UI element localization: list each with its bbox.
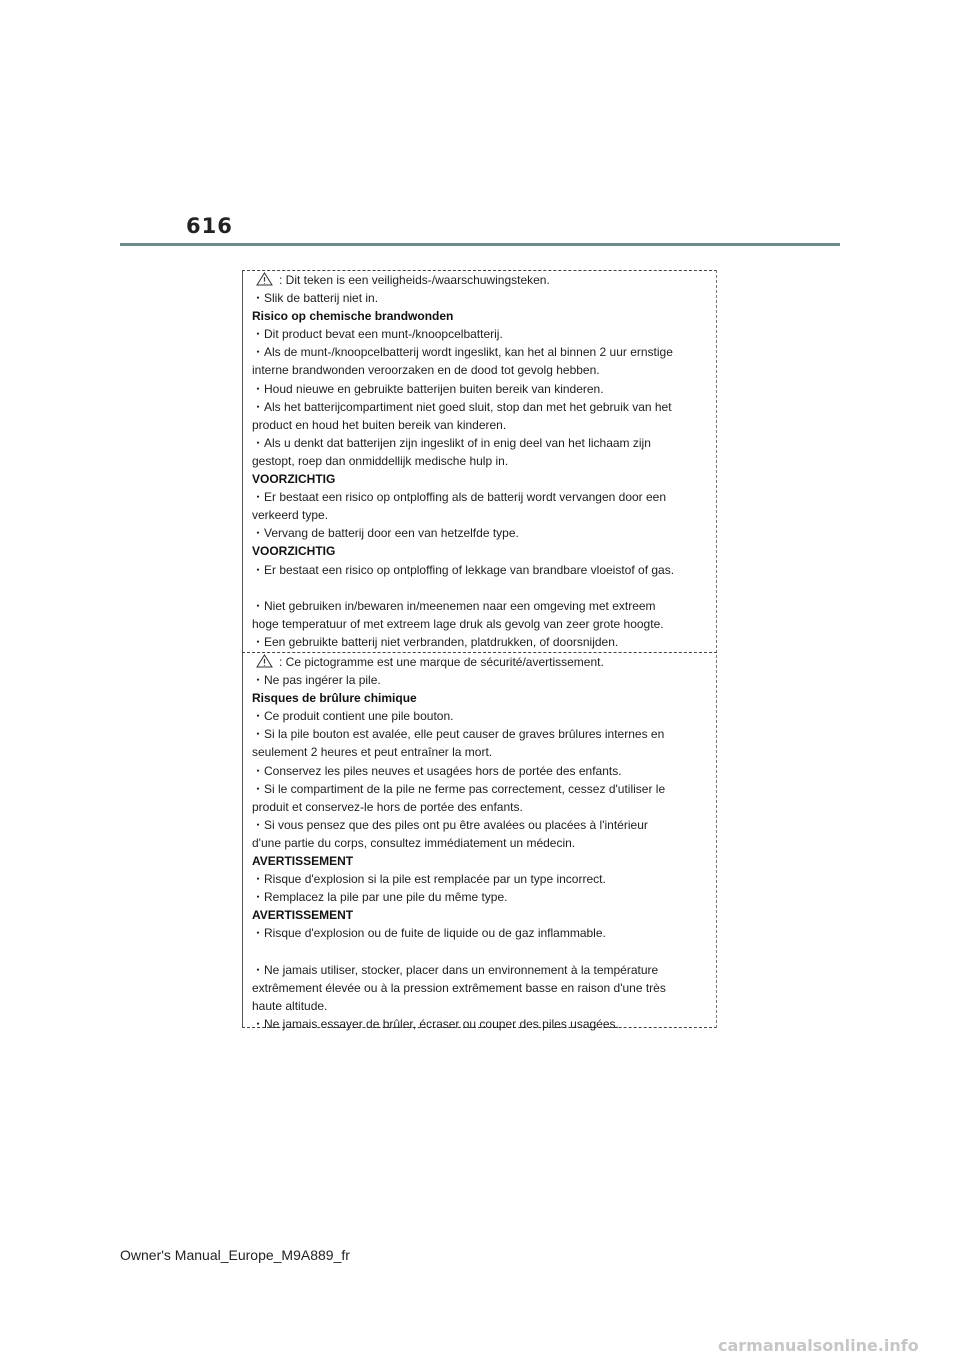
warning-text-line: ・Risque d'explosion ou de fuite de liquide ou de gaz inflammable. — [252, 926, 606, 941]
warning-triangle-icon — [256, 272, 273, 286]
warning-text-line: ・Als de munt-/knoopcelbatterij wordt ingeslikt, kan het al binnen 2 uur ernstige — [252, 345, 673, 360]
warning-text-line: ・Niet gebruiken in/bewaren in/meenemen naar een omgeving met extreem — [252, 598, 656, 613]
warning-text-line: ・Ne jamais essayer de brûler, écraser ou couper des piles usagées. — [252, 1016, 619, 1031]
site-watermark: carmanualsonline.info — [718, 1336, 919, 1355]
warning-heading: Risques de brûlure chimique — [252, 691, 417, 706]
warning-text-line: hoge temperatuur of met extreem lage druk als gevolg van zeer grote hoogte. — [252, 616, 664, 631]
warning-text-line: d'une partie du corps, consultez immédiatement un médecin. — [252, 835, 576, 850]
warning-text-line: produit et conservez-le hors de portée des enfants. — [252, 799, 523, 814]
warning-text-line: ・Si le compartiment de la pile ne ferme pas correctement, cessez d'utiliser le — [252, 781, 666, 796]
page-number: 616 — [186, 214, 233, 238]
warning-text-line: haute altitude. — [252, 998, 328, 1013]
warning-heading: VOORZICHTIG — [252, 544, 336, 559]
warning-heading: VOORZICHTIG — [252, 472, 336, 487]
warning-text-line: ・Vervang de batterij door een van hetzelfde type. — [252, 526, 519, 541]
blank-line — [242, 579, 717, 597]
warning-symbol-line — [242, 271, 717, 289]
warning-text-line: gestopt, roep dan onmiddellijk medische hulp in. — [252, 453, 509, 468]
warning-text-line: ・Een gebruikte batterij niet verbranden, platdrukken, of doorsnijden. — [252, 634, 619, 649]
warning-text-line: interne brandwonden veroorzaken en de dood tot gevolg hebben. — [252, 363, 600, 378]
warning-text-line: ・Remplacez la pile par une pile du même type. — [252, 890, 508, 905]
warning-text-line: ・Si la pile bouton est avalée, elle peut causer de graves brûlures internes en — [252, 727, 665, 742]
dutch-warning-section — [242, 271, 717, 651]
warning-symbol-text: : Dit teken is een veiligheids-/waarschuwingsteken. — [279, 273, 550, 287]
warning-text-line: extrêmement élevée ou à la pression extrêmement basse en raison d'une très — [252, 980, 666, 995]
warning-heading: AVERTISSEMENT — [252, 908, 354, 923]
blank-line — [242, 943, 717, 961]
warning-text-line: seulement 2 heures et peut entraîner la mort. — [252, 745, 493, 760]
warning-symbol-line — [242, 653, 717, 671]
battery-warning-label — [242, 270, 717, 1031]
warning-triangle-icon — [256, 654, 273, 668]
warning-heading: Risico op chemische brandwonden — [252, 309, 454, 324]
warning-text-line: ・Si vous pensez que des piles ont pu être avalées ou placées à l'intérieur — [252, 817, 648, 832]
warning-text-line: ・Risque d'explosion si la pile est remplacée par un type incorrect. — [252, 872, 606, 887]
warning-symbol-text: : Ce pictogramme est une marque de sécurité/avertissement. — [279, 655, 604, 669]
warning-text-line: ・Als u denkt dat batterijen zijn ingeslikt of in enig deel van het lichaam zijn — [252, 435, 651, 450]
warning-text-line: ・Ce produit contient une pile bouton. — [252, 709, 454, 724]
warning-text-line: ・Er bestaat een risico op ontploffing als de batterij wordt vervangen door een — [252, 490, 667, 505]
warning-heading: AVERTISSEMENT — [252, 854, 354, 869]
warning-text-line: product en houd het buiten bereik van kinderen. — [252, 417, 507, 432]
warning-text-line: ・Als het batterijcompartiment niet goed sluit, stop dan met het gebruik van het — [252, 399, 672, 414]
warning-text-line: ・Slik de batterij niet in. — [252, 291, 379, 306]
warning-text-line: ・Er bestaat een risico op ontploffing of lekkage van brandbare vloeistof of gas. — [252, 562, 675, 577]
warning-text-line: ・Ne pas ingérer la pile. — [252, 673, 381, 688]
header-rule — [120, 243, 840, 246]
document-footer: Owner's Manual_Europe_M9A889_fr — [120, 1247, 350, 1263]
warning-text-line: ・Conservez les piles neuves et usagées hors de portée des enfants. — [252, 763, 622, 778]
french-warning-section — [242, 653, 717, 1033]
warning-text-line: ・Ne jamais utiliser, stocker, placer dans un environnement à la température — [252, 962, 659, 977]
warning-text-line: ・Houd nieuwe en gebruikte batterijen buiten bereik van kinderen. — [252, 381, 604, 396]
warning-text-line: ・Dit product bevat een munt-/knoopcelbatterij. — [252, 327, 503, 342]
warning-text-line: verkeerd type. — [252, 508, 329, 523]
